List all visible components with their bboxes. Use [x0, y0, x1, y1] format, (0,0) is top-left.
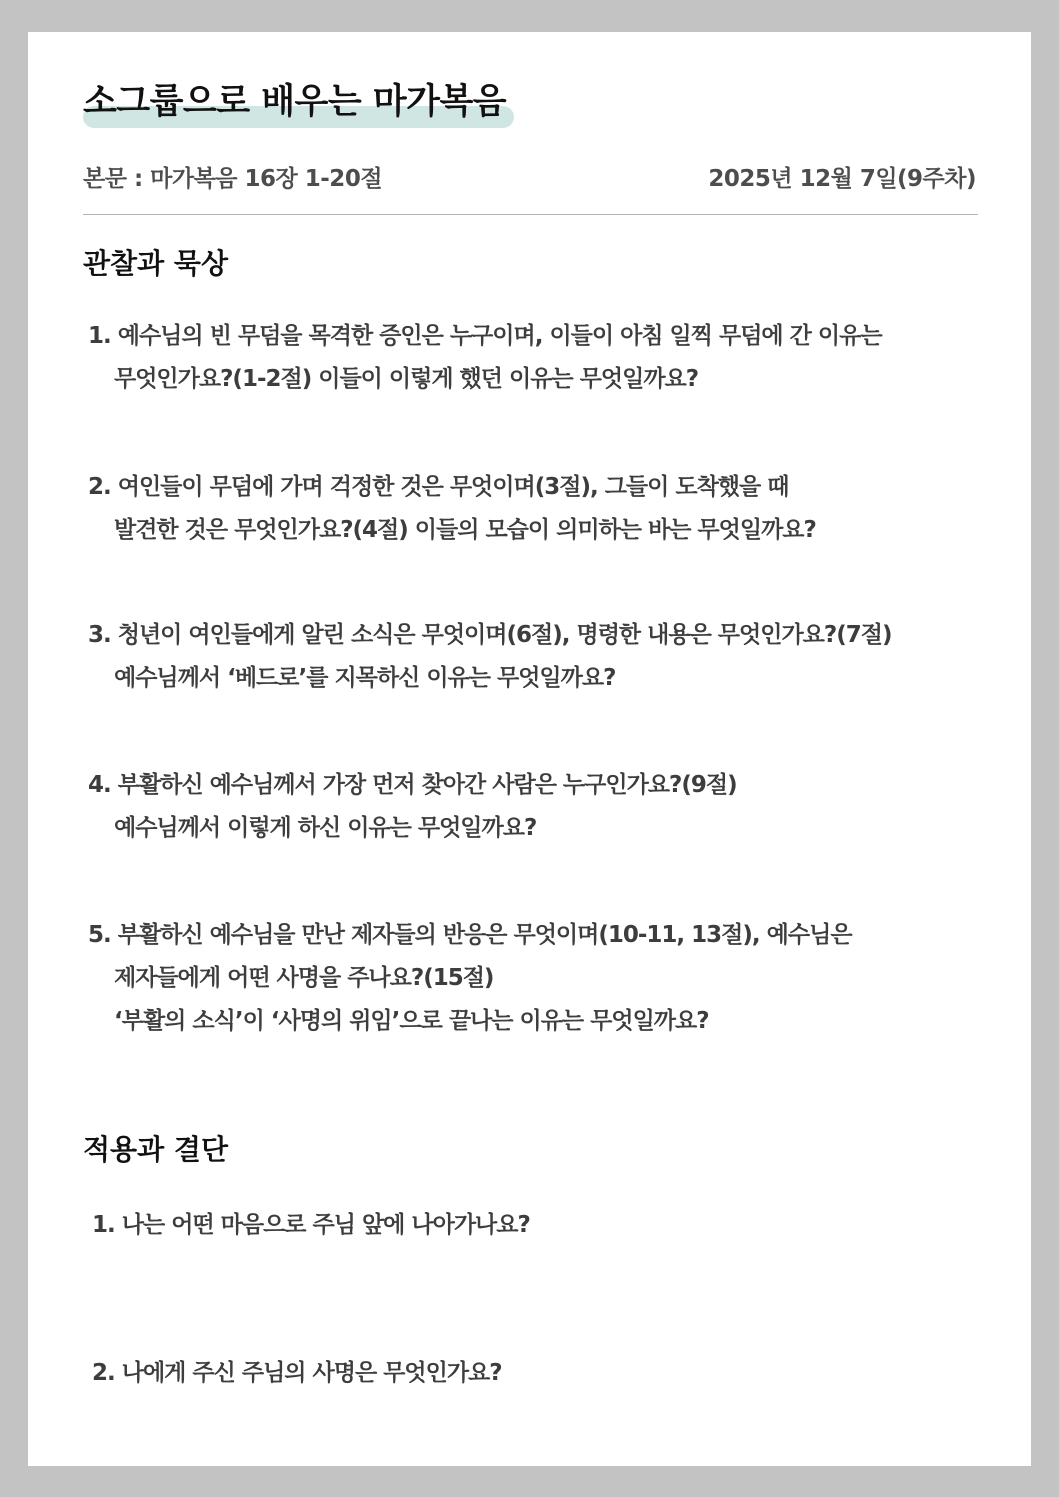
date-label: 2025년 12월 7일(9주차) [708, 166, 976, 192]
question-line: 4. 부활하신 예수님께서 가장 먼저 찾아간 사람은 누구인가요?(9절) [88, 772, 737, 798]
question-line: 2. 여인들이 무덤에 가며 걱정한 것은 무엇이며(3절), 그들이 도착했을 때 [88, 474, 789, 500]
application-question-2 [92, 1352, 987, 1395]
application-heading: 적용과 결단 [83, 1133, 228, 1166]
question-line: 제자들에게 어떤 사명을 주나요?(15절) [114, 965, 494, 991]
question-line: 5. 부활하신 예수님을 만난 제자들의 반응은 무엇이며(10-11, 13절), 예수님은 [88, 922, 852, 948]
question-line: ‘부활의 소식’이 ‘사명의 위임’으로 끝나는 이유는 무엇일까요? [114, 1008, 709, 1034]
observation-question-3 [88, 614, 983, 700]
question-line: 3. 청년이 여인들에게 알린 소식은 무엇이며(6절), 명령한 내용은 무엇인가요?(7절) [88, 622, 892, 648]
observation-question-4 [88, 764, 983, 850]
question-line: 1. 예수님의 빈 무덤을 목격한 증인은 누구이며, 이들이 아침 일찍 무덤에 간 이유는 [88, 323, 882, 349]
observation-question-1 [88, 315, 983, 401]
observation-heading: 관찰과 묵상 [83, 247, 228, 280]
observation-question-5 [88, 914, 983, 1043]
passage-reference: 본문 : 마가복음 16장 1-20절 [83, 166, 383, 192]
question-line: 예수님께서 ‘베드로’를 지목하신 이유는 무엇일까요? [114, 665, 616, 691]
worksheet-page [28, 32, 1031, 1466]
header-divider [83, 214, 978, 215]
page-title: 소그룹으로 배우는 마가복음 [83, 82, 507, 122]
question-line: 1. 나는 어떤 마음으로 주님 앞에 나아가나요? [92, 1212, 530, 1238]
observation-question-2 [88, 466, 983, 552]
title-block [83, 74, 506, 124]
question-line: 무엇인가요?(1-2절) 이들이 이렇게 했던 이유는 무엇일까요? [114, 366, 699, 392]
question-line: 발견한 것은 무엇인가요?(4절) 이들의 모습이 의미하는 바는 무엇일까요? [114, 517, 816, 543]
question-line: 2. 나에게 주신 주님의 사명은 무엇인가요? [92, 1360, 502, 1386]
application-question-1 [92, 1204, 987, 1247]
question-line: 예수님께서 이렇게 하신 이유는 무엇일까요? [114, 815, 537, 841]
